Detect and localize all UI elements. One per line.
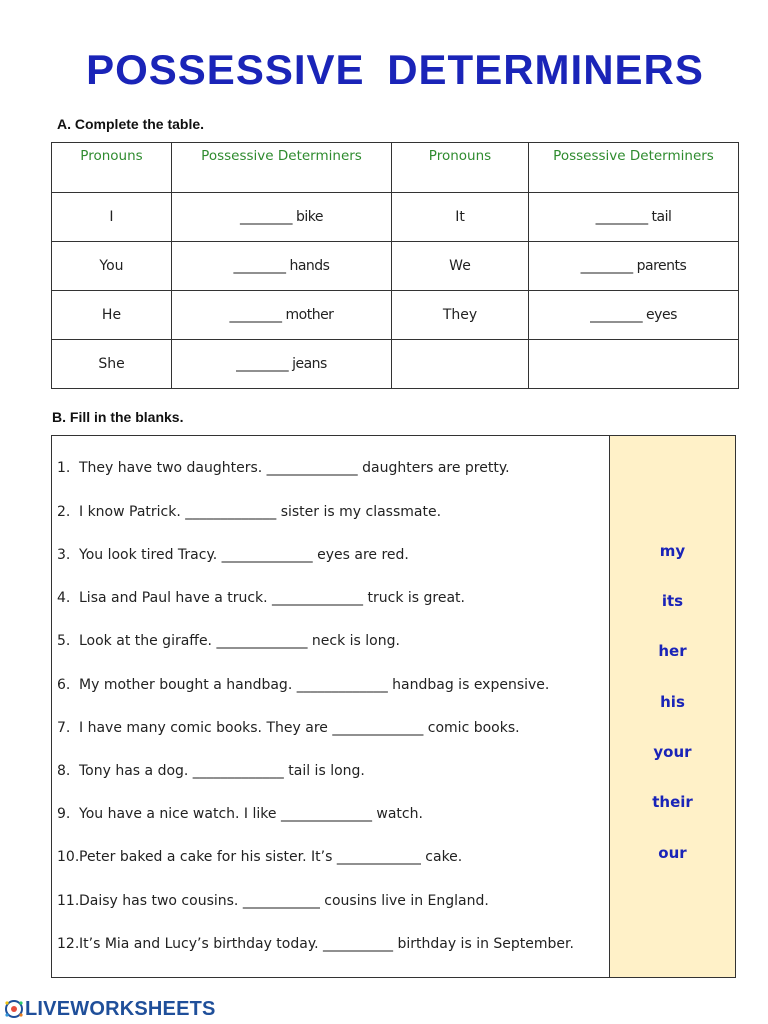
- sentence-number: 3.: [57, 547, 71, 563]
- fill-in-blanks-box: [51, 435, 736, 978]
- sentence-item[interactable]: [57, 460, 510, 476]
- table-header-row: [52, 143, 739, 193]
- sentence-number: 7.: [57, 720, 71, 736]
- liveworksheets-logo-icon: [4, 999, 24, 1019]
- pronoun-cell: You: [52, 242, 172, 291]
- sentence-item[interactable]: [57, 849, 462, 865]
- table-header-determiners: Possessive Determiners: [529, 143, 739, 193]
- sentence-number: 1.: [57, 460, 71, 476]
- sentence-text: I know Patrick. _____________ sister is my classmate.: [79, 504, 442, 520]
- liveworksheets-logo[interactable]: [4, 998, 216, 1020]
- sentence-text: Look at the giraffe. _____________ neck is long.: [79, 633, 400, 649]
- sentence-item[interactable]: [57, 547, 409, 563]
- empty-cell: [529, 340, 739, 389]
- sentence-item[interactable]: [57, 504, 441, 520]
- sentence-number: 4.: [57, 590, 71, 606]
- word-bank-item[interactable]: her: [658, 642, 687, 660]
- word-bank-item[interactable]: its: [661, 592, 684, 610]
- sentence-item[interactable]: [57, 806, 423, 822]
- sentence-text: You look tired Tracy. _____________ eyes are red.: [79, 547, 409, 563]
- sentence-item[interactable]: [57, 936, 574, 952]
- determiner-blank-cell[interactable]: ________ jeans: [172, 340, 392, 389]
- sentence-text: Lisa and Paul have a truck. _____________ truck is great.: [79, 590, 465, 606]
- word-bank-item[interactable]: my: [659, 542, 686, 560]
- pronoun-cell: He: [52, 291, 172, 340]
- word-bank-item[interactable]: his: [660, 693, 685, 711]
- pronoun-cell: I: [52, 193, 172, 242]
- sentence-text: My mother bought a handbag. _____________ handbag is expensive.: [79, 677, 550, 693]
- table-row: [52, 291, 739, 340]
- table-row: [52, 340, 739, 389]
- determiner-blank-cell[interactable]: ________ eyes: [529, 291, 739, 340]
- determiner-blank-cell[interactable]: ________ mother: [172, 291, 392, 340]
- pronoun-cell: She: [52, 340, 172, 389]
- sentence-text: Tony has a dog. _____________ tail is long.: [79, 763, 365, 779]
- table-header-determiners: Possessive Determiners: [172, 143, 392, 193]
- sentence-number: 12.: [57, 936, 80, 952]
- sentence-item[interactable]: [57, 763, 365, 779]
- sentence-number: 9.: [57, 806, 71, 822]
- pronoun-cell: It: [392, 193, 529, 242]
- pronoun-cell: We: [392, 242, 529, 291]
- pronoun-table: [51, 142, 739, 389]
- sentence-item[interactable]: [57, 677, 549, 693]
- sentence-number: 6.: [57, 677, 71, 693]
- sentence-text: Daisy has two cousins. ___________ cousins live in England.: [79, 893, 489, 909]
- table-row: [52, 242, 739, 291]
- pronoun-cell: They: [392, 291, 529, 340]
- sentence-number: 11.: [57, 893, 80, 909]
- sentence-item[interactable]: [57, 633, 400, 649]
- determiner-blank-cell[interactable]: ________ tail: [529, 193, 739, 242]
- sentence-list: [52, 436, 610, 977]
- table-header-pronouns: Pronouns: [392, 143, 529, 193]
- sentence-number: 10.: [57, 849, 80, 865]
- sentence-text: They have two daughters. _____________ daughters are pretty.: [79, 460, 510, 476]
- table-header-pronouns: Pronouns: [52, 143, 172, 193]
- word-bank-item[interactable]: our: [658, 844, 687, 862]
- sentence-number: 8.: [57, 763, 71, 779]
- sentence-item[interactable]: [57, 893, 489, 909]
- logo-text: LIVEWORKSHEETS: [25, 997, 216, 1020]
- sentence-text: It’s Mia and Lucy’s birthday today. __________ birthday is in September.: [79, 936, 574, 952]
- sentence-number: 5.: [57, 633, 71, 649]
- table-row: [52, 193, 739, 242]
- word-bank-item[interactable]: their: [652, 793, 693, 811]
- page-title: POSSESSIVE DETERMINERS: [86, 46, 704, 93]
- sentence-text: I have many comic books. They are _____________ comic books.: [79, 720, 520, 736]
- sentence-item[interactable]: [57, 720, 520, 736]
- determiner-blank-cell[interactable]: ________ parents: [529, 242, 739, 291]
- determiner-blank-cell[interactable]: ________ hands: [172, 242, 392, 291]
- section-b-label: B. Fill in the blanks.: [52, 409, 184, 425]
- determiner-blank-cell[interactable]: ________ bike: [172, 193, 392, 242]
- sentence-text: Peter baked a cake for his sister. It’s ____________ cake.: [79, 849, 463, 865]
- word-bank: [610, 436, 735, 977]
- empty-cell: [392, 340, 529, 389]
- sentence-item[interactable]: [57, 590, 465, 606]
- sentence-number: 2.: [57, 504, 71, 520]
- word-bank-item[interactable]: your: [653, 743, 692, 761]
- section-a-label: A. Complete the table.: [57, 116, 205, 132]
- sentence-text: You have a nice watch. I like _____________ watch.: [79, 806, 423, 822]
